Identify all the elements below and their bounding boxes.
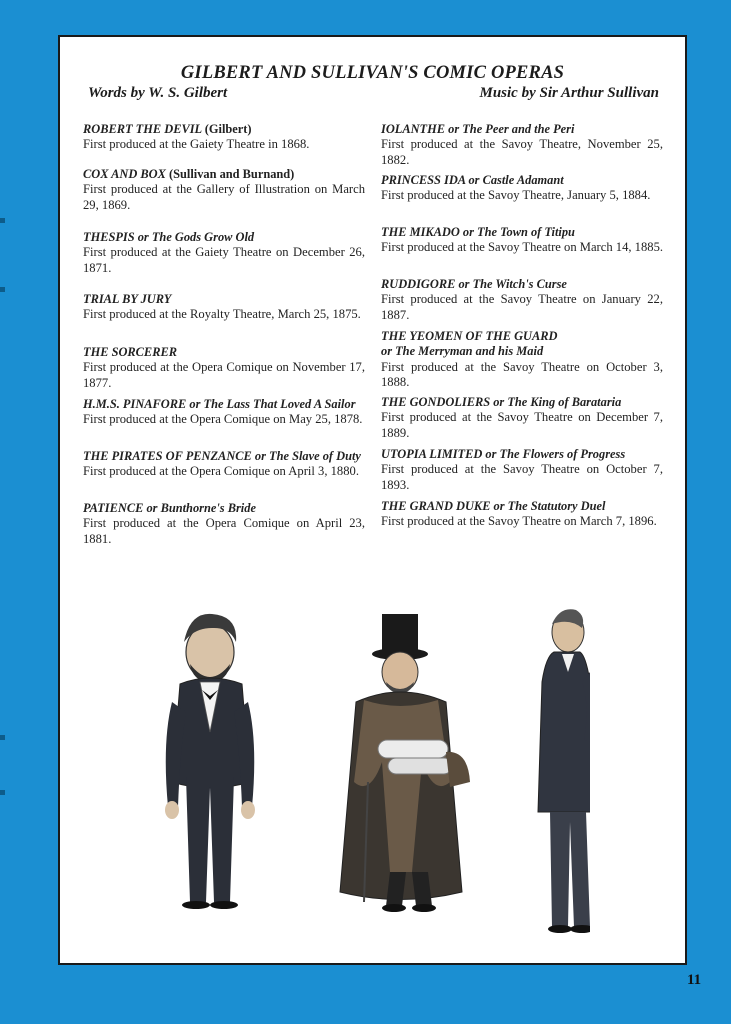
opera-detail: First produced at the Opera Comique on November 17, 1877. <box>83 360 365 390</box>
opera-entry <box>83 167 365 213</box>
opera-credit: (Sullivan and Burnand) <box>168 167 295 181</box>
opera-detail: First produced at the Savoy Theatre on October 3, 1888. <box>381 359 663 389</box>
opera-entry <box>83 345 365 391</box>
opera-title: IOLANTHE or The Peer and the Peri <box>381 122 575 136</box>
opera-title: THE GRAND DUKE or The Statutory Duel <box>381 499 606 513</box>
opera-title: THE SORCERER <box>83 345 177 359</box>
binding-mark <box>0 218 5 223</box>
opera-entry <box>83 501 365 547</box>
opera-detail: First produced at the Savoy Theatre on March 7, 1896. <box>381 514 657 529</box>
opera-title: ROBERT THE DEVIL (Gilbert) <box>83 122 252 136</box>
opera-detail: First produced at the Opera Comique on April 23, 1881. <box>83 516 365 546</box>
music-credit: Music by Sir Arthur Sullivan <box>479 85 659 101</box>
opera-detail: First produced at the Savoy Theatre on December 7, 1889. <box>381 410 663 440</box>
opera-entry <box>83 122 365 153</box>
opera-entry <box>381 225 663 256</box>
opera-detail: First produced at the Savoy Theatre, November 25, 1882. <box>381 137 663 167</box>
opera-detail: First produced at the Savoy Theatre, January 5, 1884. <box>381 188 651 203</box>
figure-center <box>340 614 470 912</box>
opera-subtitle: or The Merryman and his Maid <box>381 344 544 359</box>
opera-detail: First produced at the Savoy Theatre on January 22, 1887. <box>381 292 663 322</box>
opera-entry <box>381 122 663 168</box>
opera-credit: (Gilbert) <box>204 122 252 136</box>
opera-detail: First produced at the Royalty Theatre, March 25, 1875. <box>83 307 361 322</box>
words-credit: Words by W. S. Gilbert <box>88 85 228 101</box>
binding-mark <box>0 790 5 795</box>
opera-title: THE MIKADO or The Town of Titipu <box>381 225 575 239</box>
opera-detail: First produced at the Gaiety Theatre on December 26, 1871. <box>83 245 365 275</box>
opera-title: TRIAL BY JURY <box>83 292 172 306</box>
opera-entry <box>381 173 663 204</box>
opera-detail: First produced at the Savoy Theatre on March 14, 1885. <box>381 240 664 255</box>
page-number: 11 <box>687 972 702 988</box>
opera-entry <box>83 449 365 480</box>
figure-right <box>538 609 590 933</box>
caricature-illustration <box>150 572 590 937</box>
binding-mark <box>0 287 5 292</box>
opera-title: PATIENCE or Bunthorne's Bride <box>83 501 256 515</box>
opera-entry <box>381 277 663 323</box>
opera-title: UTOPIA LIMITED or The Flowers of Progress <box>381 447 626 461</box>
opera-entry <box>83 397 365 428</box>
opera-title: THE GONDOLIERS or The King of Barataria <box>381 395 622 409</box>
opera-entry <box>381 447 663 493</box>
binding-mark <box>0 735 5 740</box>
program-page <box>58 35 687 965</box>
opera-detail: First produced at the Opera Comique on May 25, 1878. <box>83 412 363 427</box>
opera-detail: First produced at the Gaiety Theatre in 1868. <box>83 137 310 152</box>
opera-entry <box>381 499 663 530</box>
opera-entry <box>381 329 663 390</box>
opera-title: THE PIRATES OF PENZANCE or The Slave of Duty <box>83 449 361 463</box>
opera-entry <box>381 395 663 441</box>
opera-title: COX AND BOX (Sullivan and Burnand) <box>83 167 295 181</box>
opera-detail: First produced at the Gallery of Illustration on March 29, 1869. <box>83 182 365 212</box>
page-title: GILBERT AND SULLIVAN'S COMIC OPERAS <box>180 63 565 83</box>
opera-title: THESPIS or The Gods Grow Old <box>83 230 255 244</box>
opera-title: H.M.S. PINAFORE or The Lass That Loved A Sailor <box>83 397 356 411</box>
figure-left <box>165 614 255 909</box>
opera-title: THE YEOMEN OF THE GUARD <box>381 329 558 343</box>
opera-entry <box>83 230 365 276</box>
opera-detail: First produced at the Opera Comique on April 3, 1880. <box>83 464 359 479</box>
opera-entry <box>83 292 365 323</box>
opera-detail: First produced at the Savoy Theatre on October 7, 1893. <box>381 462 663 492</box>
opera-title: RUDDIGORE or The Witch's Curse <box>381 277 567 291</box>
opera-title: PRINCESS IDA or Castle Adamant <box>381 173 564 187</box>
